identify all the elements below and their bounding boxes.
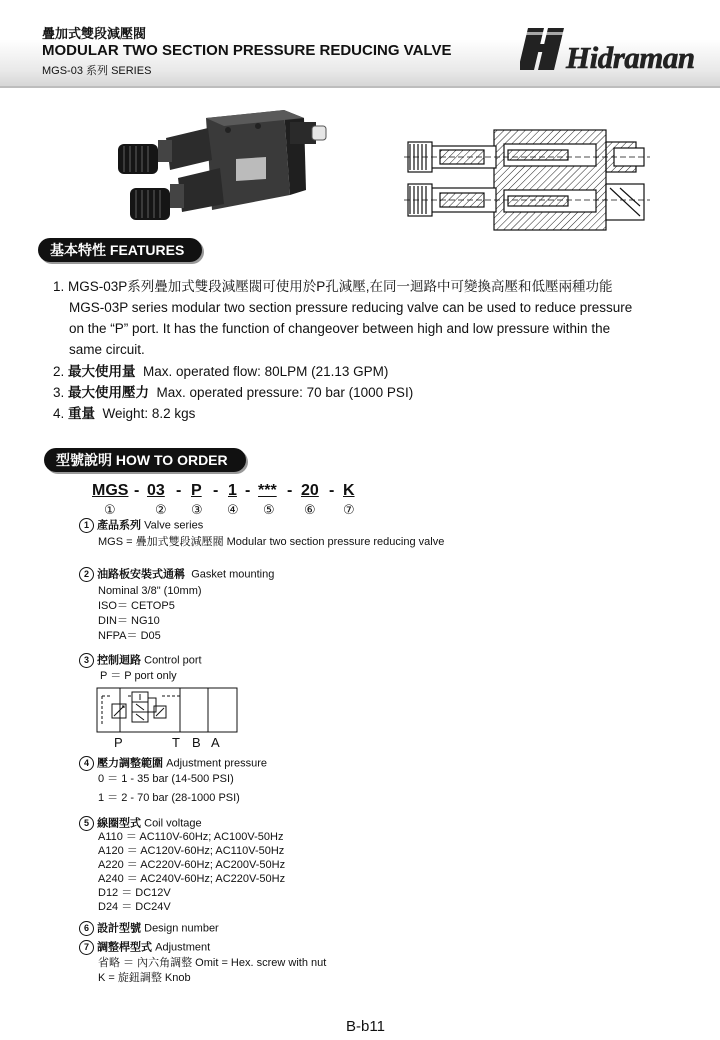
code-coil: *** bbox=[258, 482, 277, 499]
section-2-line: ISO＝ CETOP5 bbox=[98, 600, 175, 612]
section-5-line: A120 ＝ AC120V-60Hz; AC110V-50Hz bbox=[98, 845, 285, 857]
code-dash: - bbox=[176, 482, 182, 499]
port-p: P bbox=[114, 735, 123, 750]
section-1-line: MGS = 疊加式雙段減壓閥 Modular two section pressure reducing valve bbox=[98, 536, 445, 548]
section-7-title: 7 調整桿型式 Adjustment bbox=[79, 940, 210, 955]
features-heading: 基本特性 FEATURES bbox=[38, 238, 202, 262]
header-divider bbox=[0, 86, 720, 88]
marker-3: ③ bbox=[191, 502, 203, 517]
feature-item-1-en-line-3: same circuit. bbox=[69, 342, 145, 357]
section-5-title: 5 線圈型式 Coil voltage bbox=[79, 816, 202, 831]
cross-section-drawing bbox=[404, 124, 652, 236]
order-heading: 型號說明 HOW TO ORDER bbox=[44, 448, 246, 472]
code-dash: - bbox=[287, 482, 293, 499]
section-2-line: DIN＝ NG10 bbox=[98, 615, 160, 627]
feature-item-2: 2. 最大使用量 Max. operated flow: 80LPM (21.13 GPM) bbox=[53, 364, 389, 379]
section-5-line: D24 ＝ DC24V bbox=[98, 901, 171, 913]
port-a: A bbox=[211, 735, 220, 750]
section-4-title: 4 壓力調整範圍 Adjustment pressure bbox=[79, 756, 267, 771]
valve-photo bbox=[108, 100, 330, 230]
feature-item-1-en-line-1: MGS-03P series modular two section pressure reducing valve can be used to reduce pressure bbox=[69, 300, 633, 315]
hydraulic-symbol bbox=[96, 686, 240, 736]
code-mgs: MGS bbox=[92, 482, 129, 499]
section-5-line: D12 ＝ DC12V bbox=[98, 887, 171, 899]
title-zh: 疊加式雙段減壓閥 bbox=[42, 26, 147, 41]
section-4-line: 1 ＝ 2 - 70 bar (28-1000 PSI) bbox=[98, 792, 240, 804]
section-6-title: 6 設計型號 Design number bbox=[79, 921, 219, 936]
section-5-line: A240 ＝ AC240V-60Hz; AC220V-50Hz bbox=[98, 873, 286, 885]
section-5-line: A220 ＝ AC220V-60Hz; AC200V-50Hz bbox=[98, 859, 286, 871]
section-3-title: 3 控制迴路 Control port bbox=[79, 653, 202, 668]
section-4-line: 0 ＝ 1 - 35 bar (14-500 PSI) bbox=[98, 773, 234, 785]
section-2-title: 2 油路板安裝式通稱 Gasket mounting bbox=[79, 567, 274, 582]
feature-item-4: 4. 重量 Weight: 8.2 kgs bbox=[53, 406, 196, 421]
marker-5: ⑤ bbox=[263, 502, 275, 517]
code-dash: - bbox=[213, 482, 219, 499]
code-k: K bbox=[343, 482, 355, 499]
code-p: P bbox=[191, 482, 202, 499]
section-2-line: Nominal 3/8" (10mm) bbox=[98, 585, 202, 597]
brand-name: Hidraman bbox=[566, 40, 695, 75]
code-1: 1 bbox=[228, 482, 237, 499]
port-t: T bbox=[172, 735, 180, 750]
code-dash: - bbox=[134, 482, 140, 499]
hidraman-logo bbox=[520, 22, 698, 76]
code-dash: - bbox=[245, 482, 251, 499]
series-label: MGS-03 系列 SERIES bbox=[42, 65, 152, 77]
section-5-line: A110 ＝ AC110V-60Hz; AC100V-50Hz bbox=[98, 831, 284, 843]
marker-4: ④ bbox=[227, 502, 239, 517]
marker-6: ⑥ bbox=[304, 502, 316, 517]
section-1-title: 1 產品系列 Valve series bbox=[79, 518, 203, 533]
feature-item-3: 3. 最大使用壓力 Max. operated pressure: 70 bar (1000 PSI) bbox=[53, 385, 414, 400]
port-b: B bbox=[192, 735, 201, 750]
code-20: 20 bbox=[301, 482, 319, 499]
page-number: B-b11 bbox=[346, 1018, 385, 1035]
marker-1: ① bbox=[104, 502, 116, 517]
title-en: MODULAR TWO SECTION PRESSURE REDUCING VALVE bbox=[42, 42, 452, 59]
section-3-line: P ＝ P port only bbox=[100, 670, 177, 682]
code-dash: - bbox=[329, 482, 335, 499]
section-7-line: 省略 ＝ 內六角調整 Omit = Hex. screw with nut bbox=[98, 957, 327, 969]
marker-7: ⑦ bbox=[343, 502, 355, 517]
section-2-line: NFPA＝ D05 bbox=[98, 630, 161, 642]
feature-item-1: 1. MGS-03P系列疊加式雙段減壓閥可使用於P孔減壓,在同一迴路中可變換高壓和低壓兩種功能 bbox=[53, 279, 613, 294]
marker-2: ② bbox=[155, 502, 167, 517]
section-7-line: K = 旋鈕調整 Knob bbox=[98, 972, 191, 984]
feature-item-1-en-line-2: on the “P” port. It has the function of changeover between high and low pressure within the bbox=[69, 321, 611, 336]
code-03: 03 bbox=[147, 482, 165, 499]
